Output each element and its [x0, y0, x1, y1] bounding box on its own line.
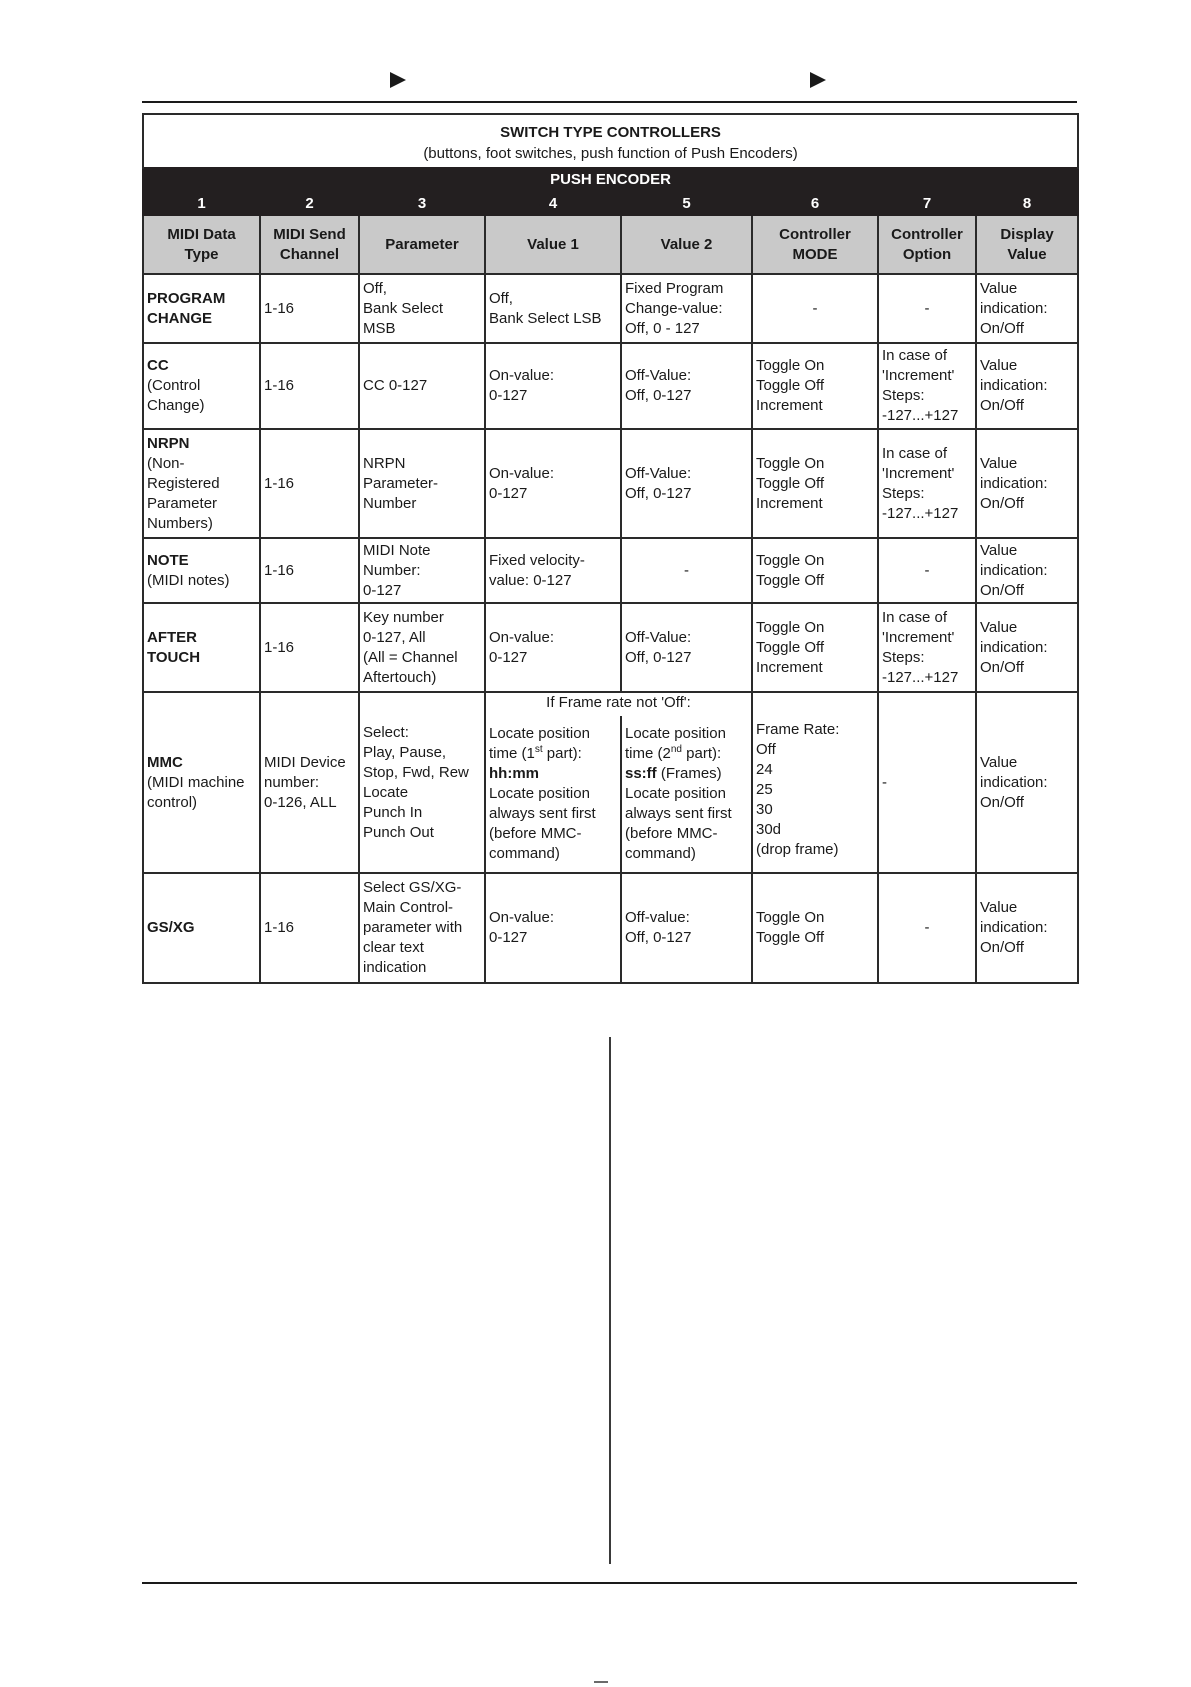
header-midi-data-type: [143, 215, 260, 274]
cell-line: -127...+127: [882, 668, 959, 686]
cell-line: 0-127: [489, 484, 528, 502]
cell-line: control): [147, 793, 198, 811]
parameter-cell: [359, 538, 485, 603]
cell-line: (MIDI machine: [147, 773, 245, 791]
title-text: SWITCH TYPE CONTROLLERS: [500, 123, 721, 141]
cell-line: Toggle On: [756, 909, 825, 926]
table-row: [143, 429, 1078, 538]
table-title: [143, 114, 1078, 168]
cell-line: Toggle Off: [756, 377, 825, 394]
value1-cell: [485, 716, 621, 873]
page-footer-mark: [594, 1681, 608, 1687]
cell-line: Numbers): [147, 514, 213, 532]
cell-line: Locate position: [489, 725, 590, 742]
mode-cell: [752, 873, 878, 983]
option-cell: -: [878, 692, 976, 873]
cell-line: In case of: [882, 444, 948, 462]
cell-line: In case of: [882, 347, 948, 364]
cell-line: parameter with: [363, 919, 463, 936]
column-header-row: [143, 215, 1078, 274]
cell-text: part):: [681, 745, 722, 762]
cell-line: Toggle On: [756, 454, 825, 472]
cell-line: Punch Out: [363, 823, 434, 841]
value1-cell: [485, 274, 621, 343]
cell-line: Stop, Fwd, Rew: [363, 763, 469, 781]
table-row: [143, 274, 1078, 343]
switch-controllers-table: [142, 113, 1079, 984]
header-display-value: [976, 215, 1078, 274]
table-row: [143, 873, 1078, 983]
parameter-cell: [359, 603, 485, 692]
cell-line: Increment: [756, 658, 823, 676]
value2-cell: [621, 716, 752, 873]
cell-line: Frame Rate:: [756, 720, 840, 738]
cell-line: Change-value:: [625, 299, 723, 317]
cell-line: Off,: [489, 289, 513, 307]
header-line: Option: [902, 245, 952, 263]
cell-line: 'Increment': [882, 628, 955, 646]
cell-line: On/Off: [980, 397, 1024, 414]
type-name: AFTER: [147, 628, 197, 646]
cell-line: Change): [147, 397, 205, 414]
data-type-cell: [143, 873, 260, 983]
cell-line: Increment: [756, 494, 823, 512]
column-number: 8: [976, 192, 1078, 215]
cell-line: Select GS/XG-: [363, 879, 462, 896]
cell-line: (before MMC-: [489, 825, 582, 842]
column-number: 1: [143, 192, 260, 215]
cell-line: Locate position: [489, 785, 590, 802]
display-cell: [976, 274, 1078, 343]
cell-line: Off,: [363, 279, 387, 297]
cell-line: On/Off: [980, 658, 1024, 676]
table-row: [143, 538, 1078, 603]
cell-line: Toggle Off: [756, 929, 825, 946]
header-controller-mode: [752, 215, 878, 274]
column-number: 3: [359, 192, 485, 215]
option-cell: [878, 603, 976, 692]
cell-line: Off-Value:: [625, 464, 692, 482]
header-value-2: [621, 215, 752, 274]
cell-line: MSB: [363, 319, 396, 337]
cell-line: (Non-: [147, 454, 185, 472]
cell-line: 'Increment': [882, 464, 955, 482]
data-type-cell: [143, 429, 260, 538]
header-line: Value: [1007, 245, 1047, 263]
header-line: Parameter: [385, 235, 459, 253]
value2-cell: [621, 343, 752, 429]
cell-line: 0-127: [489, 648, 528, 666]
frame-rate-note: If Frame rate not 'Off':: [485, 692, 752, 716]
cell-line: Locate position: [625, 785, 726, 802]
cell-line: Value: [980, 357, 1018, 374]
cell-line: In case of: [882, 608, 948, 626]
header-line: MIDI Send: [273, 225, 346, 243]
cell-line: Key number: [363, 608, 444, 626]
cell-line: MIDI Device: [264, 753, 346, 771]
cell-line: Bank Select: [363, 299, 444, 317]
header-parameter: [359, 215, 485, 274]
data-type-cell: [143, 538, 260, 603]
cell-line: 30: [756, 800, 773, 818]
header-line: Display: [1000, 225, 1054, 243]
cell-line: Locate position: [625, 725, 726, 742]
cell-text: part):: [542, 745, 582, 762]
type-name: NOTE: [147, 551, 189, 569]
cell-line: always sent first: [489, 805, 596, 822]
cell-line: 30d: [756, 820, 782, 838]
cell-line: On/Off: [980, 494, 1024, 512]
cell-line: Off, 0-127: [625, 648, 692, 666]
display-cell: [976, 343, 1078, 429]
data-type-cell: [143, 274, 260, 343]
display-cell: [976, 692, 1078, 873]
header-controller-option: [878, 215, 976, 274]
cell-line: Play, Pause,: [363, 743, 447, 761]
cell-line: Steps:: [882, 648, 925, 666]
cell-line: Toggle Off: [756, 474, 825, 492]
cell-line: On-value:: [489, 464, 555, 482]
cell-line: indication:: [980, 638, 1048, 656]
cell-line: value: 0-127: [489, 571, 572, 589]
cell-line: Value: [980, 618, 1018, 636]
cell-line: Locate: [363, 783, 409, 801]
cell-line: Parameter-: [363, 474, 439, 492]
cell-text: time (2: [625, 745, 671, 762]
cell-line: Off-Value:: [625, 628, 692, 646]
cell-line: always sent first: [625, 805, 732, 822]
channel-cell: 1-16: [260, 343, 359, 429]
mode-cell: [752, 429, 878, 538]
table-row: [143, 692, 1078, 716]
cell-line: (All = Channel: [363, 648, 458, 666]
cell-line: indication:: [980, 773, 1048, 791]
cell-line: Value: [980, 899, 1018, 916]
ordinal-suffix: st: [534, 744, 543, 755]
type-name: CHANGE: [147, 309, 213, 327]
cell-line: Steps:: [882, 387, 925, 404]
value1-cell: [485, 429, 621, 538]
mode-cell: [752, 603, 878, 692]
cell-line: On/Off: [980, 793, 1024, 811]
cell-line: 0-127: [489, 387, 528, 404]
cell-line: [625, 764, 748, 784]
cell-line: [625, 744, 748, 764]
cell-line: Fixed Program: [625, 279, 724, 297]
header-line: Channel: [279, 245, 340, 263]
cell-line: Fixed velocity-: [489, 551, 585, 569]
header-line: MODE: [792, 245, 838, 263]
mode-cell: [752, 538, 878, 603]
type-name: CC: [147, 357, 169, 374]
value1-cell: [485, 603, 621, 692]
cell-line: Off-Value:: [625, 367, 692, 384]
cell-text: ss:ff: [625, 765, 657, 782]
table-row: [143, 343, 1078, 429]
bottom-rule: [142, 1582, 1077, 1584]
option-cell: -: [878, 274, 976, 343]
type-name: GS/XG: [147, 919, 195, 936]
parameter-cell: [359, 873, 485, 983]
channel-cell: 1-16: [260, 429, 359, 538]
display-cell: [976, 873, 1078, 983]
cell-line: Steps:: [882, 484, 925, 502]
type-name: NRPN: [147, 434, 190, 452]
cell-line: command): [489, 845, 560, 862]
cell-line: On/Off: [980, 939, 1024, 956]
display-cell: [976, 603, 1078, 692]
cell-line: 0-127: [363, 581, 402, 599]
cell-line: On-value:: [489, 628, 555, 646]
cell-line: Registered: [147, 474, 220, 492]
option-cell: [878, 429, 976, 538]
cell-line: (MIDI notes): [147, 571, 230, 589]
display-cell: [976, 429, 1078, 538]
cell-line: Number: [363, 494, 417, 512]
cell-line: Parameter: [147, 494, 218, 512]
cell-line: On-value:: [489, 367, 555, 384]
cell-line: Off: [756, 740, 776, 758]
column-number-row: [143, 192, 1078, 215]
cell-line: indication:: [980, 377, 1048, 394]
cell-line: On/Off: [980, 581, 1024, 599]
cell-line: -127...+127: [882, 407, 959, 424]
cell-line: indication: [363, 959, 427, 976]
column-number: 4: [485, 192, 621, 215]
mode-cell: -: [752, 274, 878, 343]
header-value-1: [485, 215, 621, 274]
cell-line: MIDI Note: [363, 541, 431, 559]
option-cell: -: [878, 538, 976, 603]
cell-text: time (1: [489, 745, 535, 762]
cell-line: [489, 744, 617, 764]
cell-line: indication:: [980, 299, 1048, 317]
switch-controllers-table-wrap: [142, 113, 1077, 984]
subtitle-text: (buttons, foot switches, push function of Push Encoders): [423, 144, 798, 162]
header-line: MIDI Data: [167, 225, 236, 243]
value1-cell: [485, 873, 621, 983]
cell-line: indication:: [980, 474, 1048, 492]
push-encoder-band: PUSH ENCODER: [143, 168, 1078, 192]
cell-line: Main Control-: [363, 899, 454, 916]
table-row: [143, 603, 1078, 692]
ordinal-suffix: nd: [670, 744, 682, 755]
data-type-cell: [143, 692, 260, 873]
value2-cell: [621, 873, 752, 983]
parameter-cell: CC 0-127: [359, 343, 485, 429]
header-line: Controller: [891, 225, 963, 243]
cell-line: NRPN: [363, 454, 406, 472]
cell-line: 24: [756, 760, 773, 778]
cell-line: Value: [980, 279, 1018, 297]
cell-line: Off, 0-127: [625, 484, 692, 502]
cell-line: Toggle Off: [756, 571, 825, 589]
cell-line: hh:mm: [489, 765, 539, 782]
cell-line: indication:: [980, 561, 1048, 579]
cell-line: Value: [980, 541, 1018, 559]
value2-cell: [621, 603, 752, 692]
value1-cell: [485, 343, 621, 429]
cell-line: 'Increment': [882, 367, 955, 384]
play-arrow-icon: [810, 72, 826, 88]
type-name: TOUCH: [147, 648, 201, 666]
value2-cell: [621, 429, 752, 538]
parameter-cell: [359, 274, 485, 343]
cell-line: Off, 0-127: [625, 929, 692, 946]
cell-line: On/Off: [980, 319, 1024, 337]
value2-cell: -: [621, 538, 752, 603]
value1-cell: [485, 538, 621, 603]
column-number: 5: [621, 192, 752, 215]
cell-line: -127...+127: [882, 504, 959, 522]
cell-line: (before MMC-: [625, 825, 718, 842]
header-line: Type: [184, 245, 219, 263]
header-midi-send-channel: [260, 215, 359, 274]
type-name: MMC: [147, 753, 183, 771]
column-divider: [609, 1037, 611, 1564]
header-line: Controller: [779, 225, 851, 243]
cell-line: Aftertouch): [363, 668, 437, 686]
cell-text: (Frames): [656, 765, 722, 782]
cell-line: Select:: [363, 723, 409, 741]
cell-line: Value: [980, 753, 1018, 771]
cell-line: indication:: [980, 919, 1048, 936]
column-number: 2: [260, 192, 359, 215]
cell-line: Increment: [756, 397, 823, 414]
cell-line: Off, 0 - 127: [625, 319, 700, 337]
header-line: Value 1: [527, 235, 579, 253]
data-type-cell: [143, 603, 260, 692]
cell-line: 0-127: [489, 929, 528, 946]
play-arrow-icon: [390, 72, 406, 88]
channel-cell: 1-16: [260, 603, 359, 692]
channel-cell: [260, 692, 359, 873]
cell-line: Toggle Off: [756, 638, 825, 656]
header-line: Value 2: [660, 235, 713, 253]
cell-line: (Control: [147, 377, 201, 394]
mode-cell: [752, 343, 878, 429]
channel-cell: 1-16: [260, 538, 359, 603]
cell-line: 0-126, ALL: [264, 793, 337, 811]
column-number: 6: [752, 192, 878, 215]
cell-line: Off-value:: [625, 909, 690, 926]
cell-line: Number:: [363, 561, 421, 579]
option-cell: -: [878, 873, 976, 983]
cell-line: Value: [980, 454, 1018, 472]
cell-line: On-value:: [489, 909, 555, 926]
cell-line: Toggle On: [756, 551, 825, 569]
parameter-cell: [359, 429, 485, 538]
cell-line: command): [625, 845, 696, 862]
type-name: PROGRAM: [147, 289, 226, 307]
cell-line: Bank Select LSB: [489, 309, 602, 327]
parameter-cell: [359, 692, 485, 873]
option-cell: [878, 343, 976, 429]
channel-cell: 1-16: [260, 873, 359, 983]
cell-line: clear text: [363, 939, 424, 956]
display-cell: [976, 538, 1078, 603]
data-type-cell: [143, 343, 260, 429]
mode-cell: [752, 692, 878, 873]
channel-cell: 1-16: [260, 274, 359, 343]
cell-line: 0-127, All: [363, 628, 426, 646]
cell-line: Off, 0-127: [625, 387, 692, 404]
cell-line: 25: [756, 780, 773, 798]
cell-line: Toggle On: [756, 357, 825, 374]
cell-line: Punch In: [363, 803, 423, 821]
column-number: 7: [878, 192, 976, 215]
top-rule: [142, 101, 1077, 103]
cell-line: Toggle On: [756, 618, 825, 636]
value2-cell: [621, 274, 752, 343]
cell-line: (drop frame): [756, 840, 839, 858]
cell-line: number:: [264, 773, 320, 791]
